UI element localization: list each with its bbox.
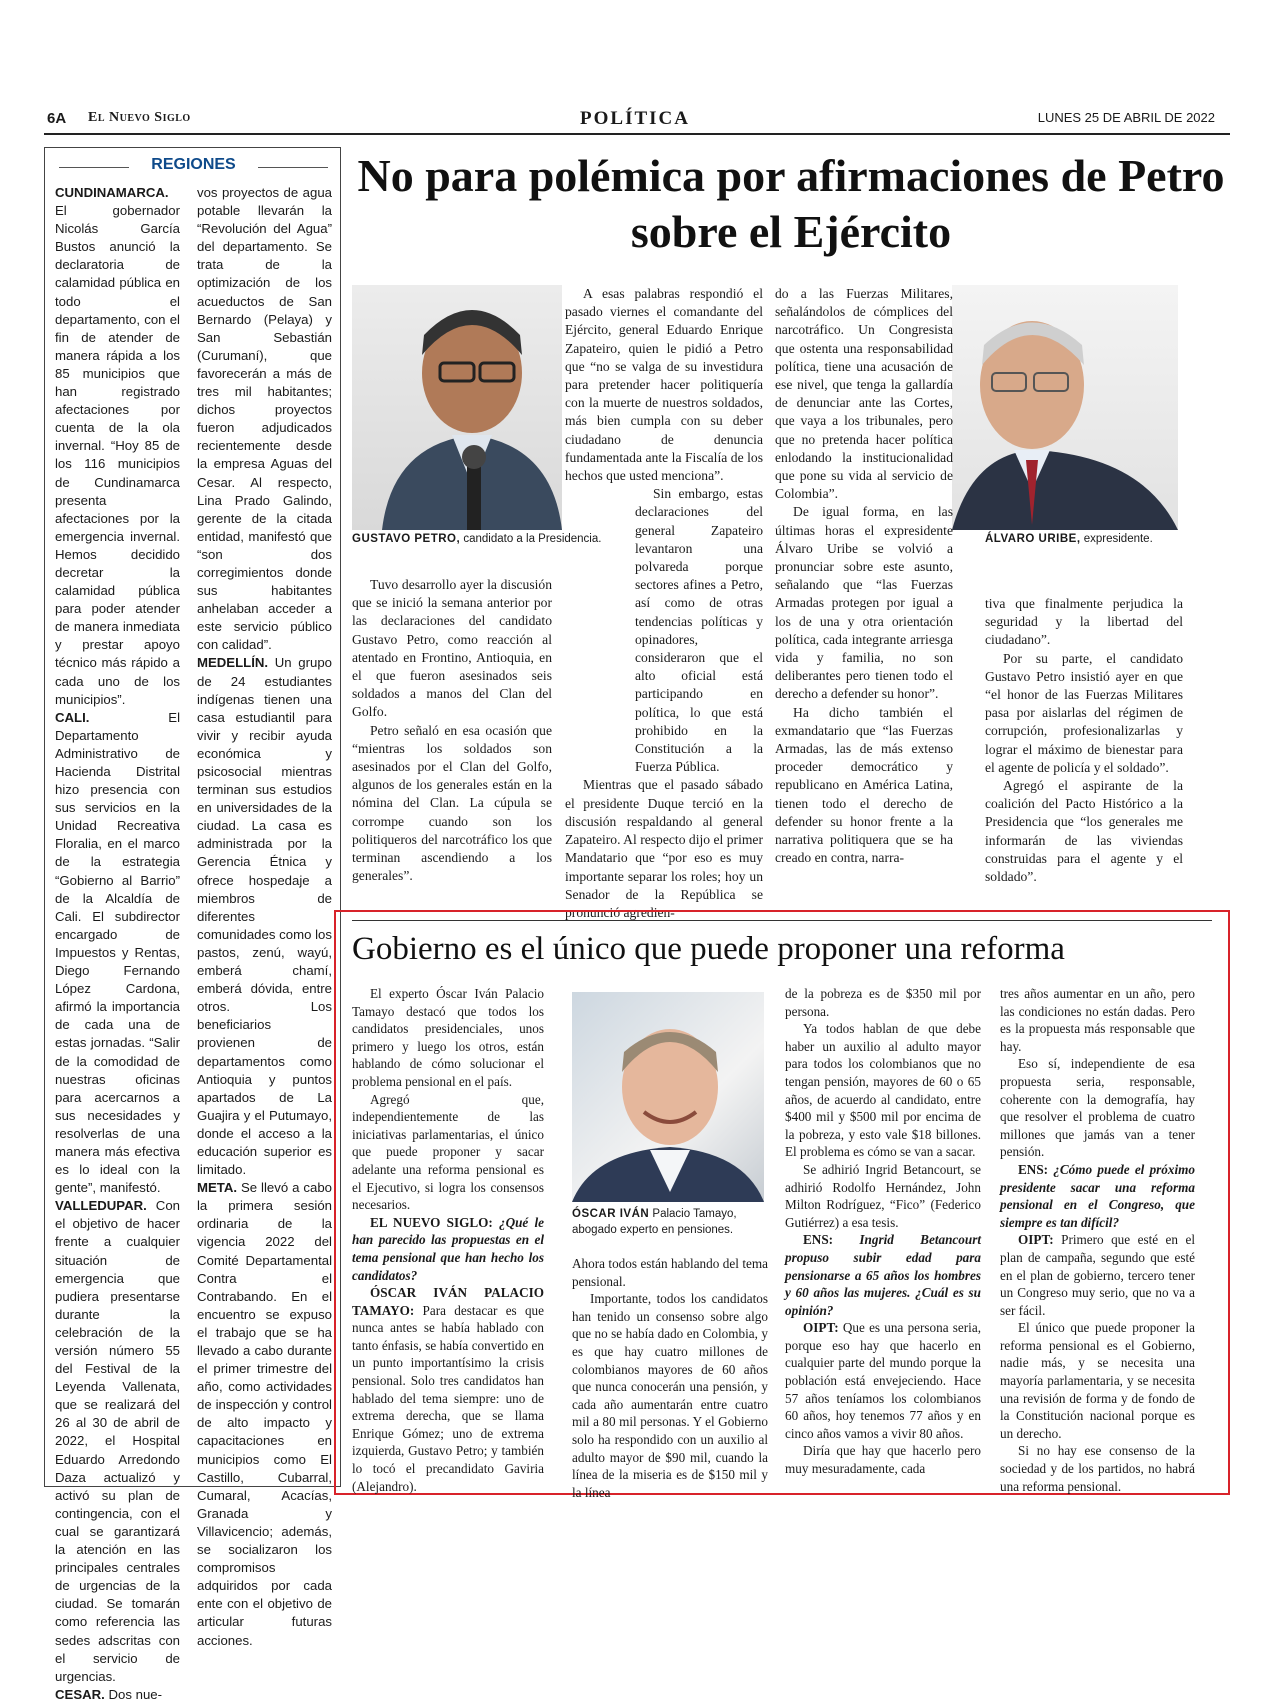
- main-column-2: [565, 285, 763, 922]
- issue-date: LUNES 25 DE ABRIL DE 2022: [1037, 110, 1215, 125]
- section-title: POLÍTICA: [580, 108, 690, 129]
- publication-name: El Nuevo Siglo: [88, 110, 191, 125]
- article-paragraph: Eso sí, independiente de esa propuesta seria, responsable, coherente con la demografía, hay que resolver el problema de cuatro millones que jamás van a tener pensión.: [1000, 1056, 1195, 1160]
- article-paragraph: Sin embargo, estas declaraciones del general Zapateiro levantaron una polvareda porque sectores afines a Petro, así como de otras tendencias políticas y opinadores, consideraron que el alto oficial está participando en política, lo que está prohibido en la Constitución a la Fuerza Pública.: [635, 486, 763, 775]
- main-headline: No para polémica por afirmaciones de Petro sobre el Ejército: [357, 150, 1225, 257]
- answer-paragraph: [785, 1319, 981, 1442]
- person-portrait-icon: [572, 992, 764, 1202]
- article-paragraph: do a las Fuerzas Militares, señalándolos de cómplices del narcotráfico. Un Congresista que ostenta una responsabilidad política, tiene una acusación de ese nivel, que tenga la gallardía de denunciar ante las Cortes, que vaya a los tribunales, pero que no pretenda hacer política enlodando la institucionalidad que pone su vida al servicio de Colombia”.: [775, 286, 953, 502]
- answer-text: Para destacar es que nunca antes se había hablado con tanto énfasis, se había convertido en un punto importantísimo la crisis pensional. Solo tres candidatos han hablado del tema siempre: uno de extrema derecha, que se llama Enrique Gómez; uno de extrema izquierda, Gustavo Petro; y también lo tocó el precandidato Gaviria (Alejandro).: [352, 1302, 544, 1494]
- sidebar-paragraph: CESAR. Dos nue-: [55, 1686, 163, 1702]
- box-headline: Gobierno es el único que puede proponer una reforma: [352, 931, 1065, 967]
- question-label: ENS:: [1018, 1161, 1049, 1177]
- main-column-4: [985, 595, 1183, 886]
- article-paragraph: tres años aumentar en un año, pero las condiciones no están dadas. Pero es la propuesta más responsable que hay.: [1000, 986, 1195, 1054]
- caption-name: ÁLVARO URIBE,: [985, 533, 1081, 545]
- question-paragraph: [1000, 1161, 1195, 1231]
- answer-paragraph: [352, 1284, 544, 1495]
- article-paragraph: Si no hay ese consenso de la sociedad y de los partidos, no habrá una reforma pensional.: [1000, 1443, 1195, 1494]
- answer-paragraph: [1000, 1231, 1195, 1319]
- sidebar-paragraph: META. Se llevó a cabo la primera sesión ordinaria de la vigencia 2022 del Comité Departamental Contra el Contrabando. En el encuentro se expuso el trabajo que se ha llevado a cabo durante el primer trimestre del año, como actividades de inspección y control de alto impacto y capacitaciones en municipios como El Castillo, Cubarral, Cumaral, Acacías, Granada y Villavicencio; además, se socializaron los compromisos adquiridos por cada ente con el objetivo de articular futuras acciones.: [197, 1180, 332, 1648]
- article-paragraph: Agregó el aspirante de la coalición del Pacto Histórico a la Presidencia que “los generales me informarán de las viviendas construidas para el agente y el soldado”.: [985, 778, 1183, 885]
- question-paragraph: [785, 1231, 981, 1319]
- article-paragraph: Se adhirió Ingrid Betancourt, se adhirió Rodolfo Hernández, John Milton Rodríguez, “Fico” (Federico Gutiérrez) a esa tesis.: [785, 1161, 981, 1230]
- box-column-2: [572, 1255, 768, 1501]
- answer-text: Primero que esté en el plan de campaña, segundo que esté en el plan de gobierno, tercero tener un Congreso muy serio, que no va a ser fácil.: [1000, 1232, 1195, 1318]
- regiones-sidebar: [44, 147, 341, 1702]
- question-text: ¿Qué le han parecido las propuestas en el tema pensional que han hecho los candidatos?: [352, 1214, 544, 1283]
- article-paragraph: Importante, todos los candidatos han tenido un consenso sobre algo que no se había dado en Colombia, y es que hay cuatro millones de colombianos mayores de 60 años que nunca conocerán una pensión, y cada año aumentarán entre cuatro mil a 80 mil personas. Y el Gobierno solo ha respondido con un auxilio al adulto mayor de $90 mil, cuando la línea de la miseria es de $150 mil y la línea: [572, 1291, 768, 1500]
- oscar-photo: [572, 992, 764, 1202]
- question-text: ¿Cómo puede el próximo presidente sacar una reforma pensional en el Congreso, que siempre es tan difícil?: [1000, 1161, 1195, 1230]
- oscar-caption: [572, 1206, 772, 1238]
- question-label: ENS:: [803, 1232, 834, 1248]
- caption-text: candidato a la Presidencia.: [460, 533, 602, 545]
- sidebar-paragraph: MEDELLÍN. Un grupo de 24 estudiantes indígenas tienen una casa estudiantil para vivir y recibir ayuda económica y psicosocial mientras terminan sus estudios en universidades de la ciudad. La casa es administrada por la Gerencia Étnica y ofrece hospedaje a miembros de diferentes comunidades como los pastos, zenú, wayú, emberá chamí, emberá dóvida, entre otros. Los beneficiarios provienen de departamentos como Antioquia y puntos apartados de La Guajira y el Putumayo, donde el acceso a la educación superior es limitado.: [197, 655, 332, 1178]
- answer-label: ÓSCAR IVÁN PALACIO TAMAYO:: [352, 1285, 544, 1318]
- article-paragraph: A esas palabras respondió el pasado viernes el comandante del Ejército, general Eduardo Enrique Zapateiro, quien le pidió a Petro que “no se valga de su investidura para pretender hacer politiquería con la muerte de nuestros soldados, más bien cumpla con su deber ciudadano de denuncia fundamentada ante la Fiscalía de los hechos que usted menciona”.: [565, 286, 763, 484]
- box-rule: [352, 920, 1212, 921]
- article-paragraph: Diría que hay que hacerlo pero muy mesuradamente, cada: [785, 1443, 981, 1477]
- sidebar-paragraph: CALI. El Departamento Administrativo de Hacienda Distrital hizo presencia con sus servicios en la Unidad Recreativa Floralia, en el marco de la estrategia “Gobierno al Barrio” de la Alcaldía de Cali. El subdirector encargado de Impuestos y Rentas, Diego Fernando López Cardona, afirmó la importancia de cada una de estas jornadas. “Salir de la comodidad de nuestras oficinas para acercarnos a sus necesidades y resolverlas de una manera más efectiva es lo ideal con la gente”, manifestó.: [55, 709, 180, 1196]
- box-column-3: [785, 985, 981, 1478]
- article-paragraph: de la pobreza es de $350 mil por persona.: [785, 986, 981, 1019]
- article-paragraph: Tuvo desarrollo ayer la discusión que se inició la semana anterior por las declaraciones del candidato Gustavo Petro, como reacción al atentado en Frontino, Antioquia, en el que fueron asesinados seis soldados a manos del Clan del Golfo.: [352, 577, 552, 720]
- article-paragraph: Por su parte, el candidato Gustavo Petro insistió ayer en que “el honor de las Fuerzas Militares pasa por aislarlas del régimen de corrupción, profesionalizarlas y lograr el máximo de bienestar para el agente de policía y el soldado”.: [985, 650, 1183, 775]
- caption-text: Palacio Tamayo, abogado experto en pensiones.: [572, 1208, 737, 1236]
- main-column-3: [775, 285, 953, 868]
- sidebar-paragraph: VALLEDUPAR. Con el objetivo de hacer frente a cualquier situación de emergencia que pudiera presentarse durante la celebración de la versión número 55 del Festival de la Leyenda Vallenata, que se realizará del 26 al 30 de abril de 2022, el Hospital Eduardo Arredondo Daza actualizó y activó su plan de contingencia, con el cual se garantizará la atención en las principales centrales de urgencias de la ciudad. Se tomarán como referencia las sedes adscritas con el servicio de urgencias.: [55, 1198, 180, 1684]
- petro-photo: [352, 285, 562, 530]
- question-text: Ingrid Betancourt propuso subir edad para pensionarse a 65 años los hombres y 60 años las mujeres. ¿Cuál es su opinión?: [785, 1232, 981, 1318]
- caption-text: expresidente.: [1080, 533, 1153, 545]
- question-label: EL NUEVO SIGLO:: [370, 1214, 493, 1230]
- sidebar-paragraph: vos proyectos de agua potable llevarán la “Revolución del Agua” del departamento. Se trata de la optimización de los acueductos de San Bernardo (Pelaya) y San Sebastián (Curumaní), que favorecerán a más de tres mil habitantes; dichos proyectos fueron adjudicados recientemente desde la empresa Aguas del Cesar. Al respecto, Lina Prado Galindo, gerente de la citada entidad, manifestó que “son dos corregimientos donde sus habitantes anhelaban acceder a este servicio público con calidad”.: [197, 185, 332, 653]
- caption-name: GUSTAVO PETRO,: [352, 533, 461, 545]
- uribe-photo: [952, 285, 1178, 530]
- article-paragraph: Mientras que el pasado sábado el presidente Duque terció en la discusión respaldando al general Zapateiro. Al respecto dijo el primer Mandatario que “por eso es muy importante separar los roles; hoy un Senador de la República se pronunció agredien-: [565, 777, 763, 920]
- answer-label: OIPT:: [1018, 1232, 1054, 1248]
- article-paragraph: El único que puede proponer la reforma pensional es el Gobierno, nadie más, y se necesita una mayoría parlamentaria, y se necesita una revisión de forma y de fondo de la Constitución nacional porque es un derecho.: [1000, 1320, 1195, 1441]
- box-column-4: [1000, 985, 1195, 1495]
- caption-name: ÓSCAR IVÁN: [572, 1208, 650, 1220]
- page-number: 6A: [47, 110, 67, 127]
- article-paragraph: Ahora todos están hablando del tema pensional.: [572, 1256, 768, 1289]
- title-rule-right: [258, 167, 328, 168]
- box-column-1: [352, 985, 544, 1495]
- article-paragraph: tiva que finalmente perjudica la seguridad y la libertad del ciudadano”.: [985, 596, 1183, 648]
- question-paragraph: [352, 1214, 544, 1284]
- article-paragraph: El experto Óscar Iván Palacio Tamayo destacó que todos los candidatos presidenciales, unos primero y luego los otros, están hablando de cómo solucionar el problema pensional en el país.: [352, 986, 544, 1089]
- article-paragraph: Agregó que, independientemente de las iniciativas parlamentarias, el único que puede proponer y sacar adelante una reforma pensional es el Ejecutivo, si logra los consensos necesarios.: [352, 1091, 544, 1213]
- article-paragraph: De igual forma, en las últimas horas el expresidente Álvaro Uribe se volvió a pronunciar sobre este asunto, señalando que “las Fuerzas Armadas protegen por igual a los de una y otra orientación política, cada integrante arriesga vida y familia, no son deliberantes pero tienen todo el derecho a defender su honor”.: [775, 504, 953, 702]
- main-column-1: [352, 576, 552, 885]
- sidebar-column-1: [55, 184, 180, 1704]
- answer-text: Que es una persona seria, porque eso hay que hacerlo en cualquier parte del mundo porque la población está envejeciendo. Hace 57 años teníamos los colombianos 60 años, hoy tenemos 77 años y en cinco años vamos a vivir 80 años.: [785, 1320, 981, 1441]
- header-rule: [44, 133, 1230, 135]
- article-paragraph: Petro señaló en esa ocasión que “mientras los soldados son asesinados por el Clan del Golfo, algunos de los generales están en la nómina del Clan. La cúpula se corrompe cuando son los politiqueros del narcotráfico los que terminan ascendiendo a los generales”.: [352, 722, 552, 884]
- answer-label: OIPT:: [803, 1320, 839, 1336]
- sidebar-column-2: [197, 184, 332, 1650]
- person-portrait-icon: [352, 285, 562, 530]
- article-paragraph: Ha dicho también el exmandatario que “las Fuerzas Armadas, las de más extenso proceder democrático y republicano en América Latina, tienen todo el derecho de defender su honor frente a la narrativa politiquera que se ha creado en contra, narra-: [775, 704, 953, 866]
- sidebar-paragraph: CUNDINAMARCA. El gobernador Nicolás García Bustos anunció la declaratoria de calamidad pública en todo el departamento, con el fin de atender de manera rápida a los 85 municipios que han registrado afectaciones por cuenta de la ola invernal. “Hoy 85 de los 116 municipios de Cundinamarca presenta afectaciones por la emergencia invernal. Hemos decidido decretar la calamidad pública para poder atender de manera inmediata y prestar apoyo técnico más rápido a cada uno de los municipios”.: [55, 185, 180, 707]
- person-portrait-icon: [952, 285, 1178, 530]
- article-paragraph: Ya todos hablan de que debe haber un auxilio al adulto mayor para todos los colombianos que no tengan pensión, mayores de 60 o 65 años, de acuerdo al candidato, entre $400 mil y $500 mil por encima de la pobreza, y esto vale $18 billones. El problema es cómo se van a sacar.: [785, 1021, 981, 1160]
- uribe-caption: [985, 533, 1153, 545]
- sidebar-title: REGIONES: [151, 156, 236, 173]
